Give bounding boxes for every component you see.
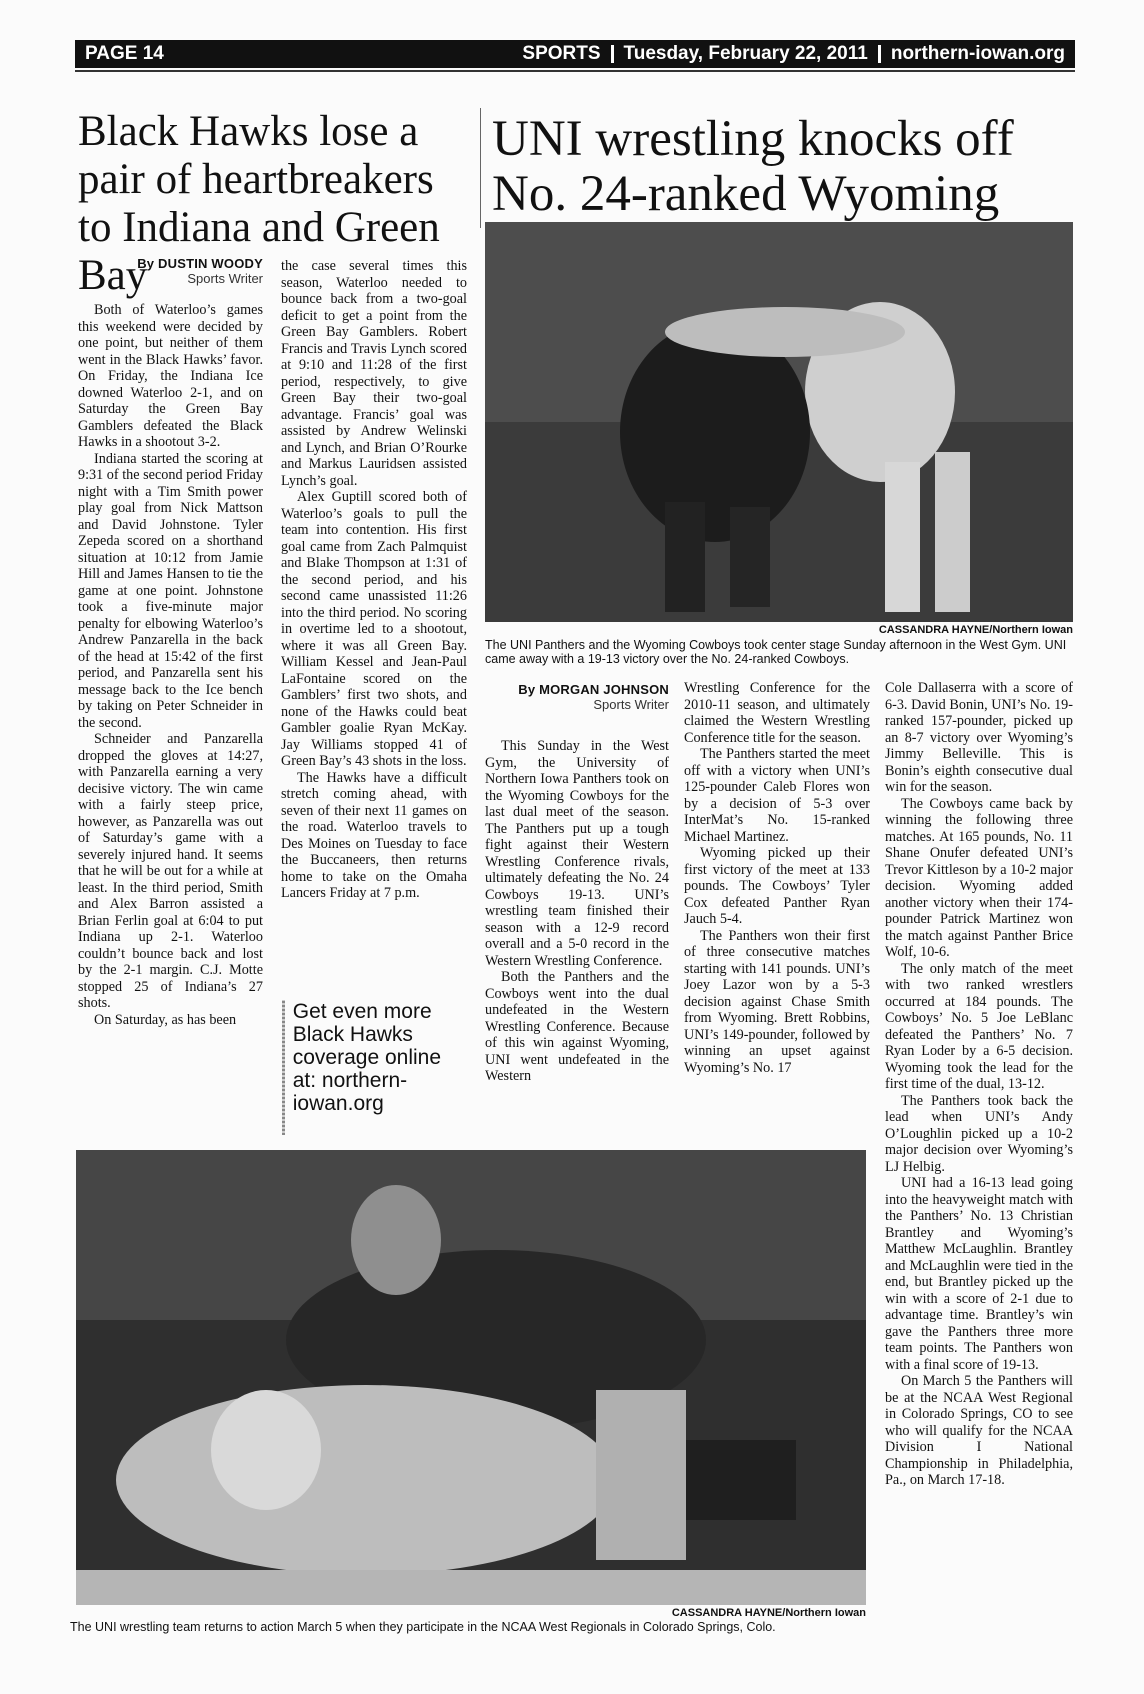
hockey-column-2 (281, 258, 467, 902)
paragraph: Alex Guptill scored both of Waterloo’s goals to pull the team into contention. His first goal came from Zach Palmquist and Blake Thompson at 1:31 of the second period, and his second came unassisted 11:26 into the third period. No scoring in overtime led to a shootout, where it was all Green Bay. William Kessel and Jean-Paul LaFontaine scored on the Gamblers’ first two shots, and none of the Hawks could beat Gambler goalie Ryan McKay. Jay Williams stopped 41 of Green Bay’s 43 shots in the loss. (281, 489, 467, 769)
wrestling-author: By MORGAN JOHNSON (518, 682, 669, 697)
photo-credit-bottom: CASSANDRA HAYNE/Northern Iowan (671, 1607, 866, 1619)
wrestlers-photo-illustration (485, 222, 1073, 622)
paragraph: On Saturday, as has been (94, 1011, 237, 1028)
masthead (75, 40, 1075, 68)
photo-credit-top: CASSANDRA HAYNE/Northern Iowan (878, 624, 1073, 636)
separator (878, 45, 881, 63)
paragraph: The Panthers took back the lead when UNI’s Andy O’Loughlin picked up a 10-2 major decision over Wyoming’s LJ Helbig. (885, 1092, 1073, 1175)
headline-divider (480, 108, 481, 228)
promo-bar (282, 1000, 285, 1135)
paragraph: Schneider and Panzarella dropped the gloves at 14:27, with Panzarella earning a very decisive victory. The win came with a fairly steep price, however, as Panzarella was out of Saturday’s game with a severely injured hand. It seems that he will be out for a while at least. In the third period, Smith and Alex Barron assisted a Brian Ferlin goal at 6:04 to put Indiana up 2-1. Waterloo couldn’t bounce back and lost by the 2-1 margin. C.J. Motte stopped 25 of Indiana’s 27 shots. (78, 731, 263, 1011)
wrestling-headline: UNI wrestling knocks off No. 24-ranked Wyoming (492, 111, 1014, 223)
hockey-byline (78, 256, 263, 286)
issue-date: Tuesday, February 22, 2011 (623, 43, 868, 64)
wrestlers-photo-illustration-2 (76, 1150, 866, 1605)
wrestling-author-role: Sports Writer (593, 697, 669, 712)
site-url[interactable]: northern-iowan.org (890, 43, 1065, 64)
paragraph: Indiana started the scoring at 9:31 of the second period Friday night with a Tim Smith power play goal from Nick Mattson and David Johnstone. Tyler Zepeda scored on a shorthand situation at 10:12 from Jamie Hill and James Hansen to tie the game at one point. Johnstone took a five-minute major penalty for elbowing Waterloo’s Andrew Panzarella in the back of the head at 15:42 of the first period, and Panzarella sent his message back to the Ice bench by taking on Peter Schneider in the second. (78, 450, 263, 731)
separator (611, 45, 614, 63)
masthead-rule (75, 70, 1075, 72)
hockey-author-role: Sports Writer (187, 271, 263, 286)
paragraph: This Sunday in the West Gym, the University of Northern Iowa Panthers took on the Wyoming Cowboys for the last dual meet of the season. The Panthers put up a tough fight against their Western Wrestling Conference rivals, ultimately defeating the No. 24 Cowboys 19-13. UNI’s wrestling team finished their season with a 12-9 record overall and a 5-0 record in the Western Wrestling Conference. (485, 738, 669, 969)
paragraph: The Panthers won their first of three consecutive matches starting with 141 pounds. UNI’s Joey Lazor won by a 5-3 decision against Chase Smith from Wyoming. Brett Robbins, UNI’s 149-pounder, followed by winning an upset against Wyoming’s No. 17 (684, 927, 870, 1076)
wrestling-photo-bottom (76, 1150, 866, 1605)
photo-caption-top: The UNI Panthers and the Wyoming Cowboys took center stage Sunday afternoon in the West Gym. UNI came away with a 19-13 victory over the No. 24-ranked Cowboys. (485, 638, 1067, 666)
hockey-column-1 (78, 302, 263, 1028)
paragraph: the case several times this season, Waterloo needed to bounce back from a two-goal deficit to get a point from the Green Bay Gamblers. Robert Francis and Travis Lynch scored at 9:10 and 11:28 of the first period, respectively, to give Green Bay their two-goal advantage. Francis’ goal was assisted by Andrew Welinski and Lynch, and Brian O’Rourke and Markus Lauridsen assisted Lynch’s goal. (281, 258, 467, 489)
promo-text[interactable]: Get even more Black Hawks coverage online at: northern-iowan.org (292, 1000, 442, 1115)
wrestling-byline (485, 682, 669, 712)
hockey-headline: Black Hawks lose a pair of heartbreakers to Indiana and Green Bay (78, 108, 440, 300)
paragraph: The Cowboys came back by winning the following three matches. At 165 pounds, No. 11 Shane Onufer defeated UNI’s Trevor Kittleson by a 10-2 major decision. Wyoming added another victory when their 174-pounder Patrick Martinez won the match against Panther Brice Wolf, 10-6. (885, 795, 1073, 960)
photo-caption-bottom: The UNI wrestling team returns to action March 5 when they participate in the NCAA West Regionals in Colorado Springs, Colo. (70, 1620, 776, 1634)
paragraph: The only match of the meet with two ranked wrestlers occurred at 184 pounds. The Cowboys’ No. 5 Joe LeBlanc defeated the Panthers’ No. 7 Ryan Loder by a 6-5 decision. Wyoming took the lead for the first time of the dual, 13-12. (885, 960, 1073, 1092)
paragraph: Wrestling Conference for the 2010-11 season, and ultimately claimed the Western Wrestling Conference title for the season. (684, 680, 870, 746)
paragraph: Both of Waterloo’s games this weekend were decided by one point, but neither of them went in the Black Hawks’ favor. On Friday, the Indiana Ice downed Waterloo 2-1, and on Saturday the Green Bay Gamblers defeated the Black Hawks in a shootout 3-2. (78, 302, 263, 450)
paragraph: The Panthers started the meet off with a victory when UNI’s 125-pounder Caleb Flores won by a decision of 5-3 over InterMat’s No. 15-ranked Michael Martinez. (684, 746, 870, 845)
paragraph: Both the Panthers and the Cowboys went into the dual undefeated in the Western Wrestling Conference. Because of this win against Wyoming, UNI went undefeated in the Western (485, 969, 669, 1084)
paragraph: Wyoming picked up their first victory of the meet at 133 pounds. The Cowboys’ Tyler Cox defeated Panther Ryan Jauch 5-4. (684, 845, 870, 927)
section-name: SPORTS (522, 43, 601, 64)
paragraph: Cole Dallaserra with a score of 6-3. David Bonin, UNI’s No. 19-ranked 157-pounder, picked up an 8-7 victory over Wyoming’s Jimmy Belleville. This is Bonin’s eighth consecutive dual win for the season. (885, 680, 1073, 795)
paragraph: UNI had a 16-13 lead going into the heavyweight match with the Panthers’ No. 13 Christian Brantley and Wyoming’s Matthew McLaughlin. Brantley and McLaughlin were tied in the end, but Brantley picked up the win with a score of 2-1 due to advantage time. Brantley’s win gave the Panthers three more team points. The Panthers won with a final score of 19-13. (885, 1175, 1073, 1373)
paragraph: The Hawks have a difficult stretch coming ahead, with seven of their next 11 games on the road. Waterloo travels to Des Moines on Tuesday to face the Buccaneers, then returns home to take on the Omaha Lancers Friday at 7 p.m. (281, 769, 467, 901)
wrestling-column-3 (885, 680, 1073, 1489)
hockey-author: By DUSTIN WOODY (137, 256, 263, 271)
wrestling-photo-top (485, 222, 1073, 622)
paragraph: On March 5 the Panthers will be at the NCAA West Regional in Colorado Springs, CO to see who will qualify for the NCAA Division I National Championship in Philadelphia, Pa., on March 17-18. (885, 1373, 1073, 1488)
promo-box[interactable] (282, 1000, 465, 1135)
wrestling-column-1 (485, 738, 669, 1085)
page-number: PAGE 14 (85, 43, 164, 64)
wrestling-column-2 (684, 680, 870, 1076)
